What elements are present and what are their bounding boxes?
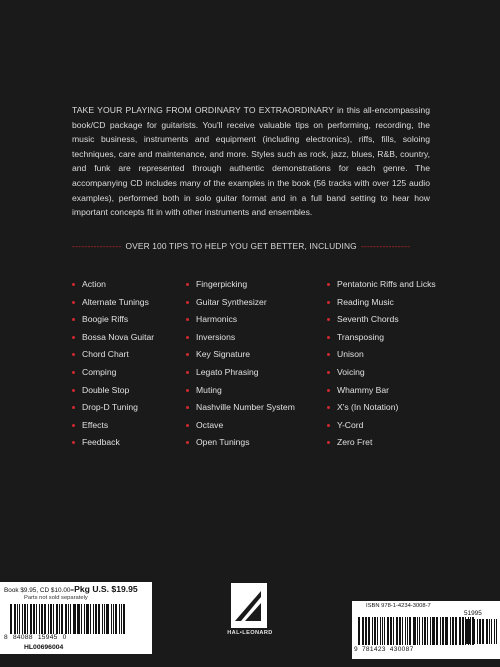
tip-item xyxy=(186,329,295,347)
barcode-bar xyxy=(377,617,378,645)
bullet-icon xyxy=(72,283,75,286)
barcode-bar xyxy=(409,617,411,645)
barcode-bar xyxy=(390,617,392,645)
barcode-bar xyxy=(61,604,63,634)
bullet-icon xyxy=(72,389,75,392)
intro-lead: TAKE YOUR PLAYING FROM ORDINARY TO EXTRAORDINARY xyxy=(72,105,334,115)
tip-label: Nashville Number System xyxy=(196,402,295,413)
price-prefix: Book $9.95, CD $10.00= xyxy=(4,587,75,594)
logo-swoosh-icon xyxy=(231,583,267,628)
barcode-bar xyxy=(419,617,420,645)
tip-label: Alternate Tunings xyxy=(82,296,149,307)
bullet-icon xyxy=(186,301,189,304)
bullet-icon xyxy=(186,283,189,286)
barcode-bar xyxy=(365,617,367,645)
tip-label: Action xyxy=(82,279,106,289)
barcode-bar xyxy=(442,617,444,645)
barcode-bar xyxy=(77,604,80,634)
isbn-barcode xyxy=(358,617,476,645)
tip-label: Feedback xyxy=(82,437,120,448)
tip-item xyxy=(72,276,154,294)
isbn-digit-group: 430087 xyxy=(389,646,414,653)
upc-digit-group: 84088 xyxy=(12,634,33,641)
divider-dashes-left: ---------------- xyxy=(72,241,122,251)
tip-label: Pentatonic Riffs and Licks xyxy=(337,279,436,289)
tip-label: Seventh Chords xyxy=(337,314,399,325)
tip-item xyxy=(72,399,154,417)
bullet-icon xyxy=(186,389,189,392)
tip-item xyxy=(186,294,295,312)
barcode-bar xyxy=(436,617,438,645)
tip-item xyxy=(327,399,436,417)
barcode-bar xyxy=(486,619,488,644)
bullet-icon xyxy=(327,406,330,409)
barcode-bar xyxy=(424,617,426,645)
tip-item xyxy=(72,346,154,364)
isbn-text: ISBN 978-1-4234-3008-7 xyxy=(366,603,431,609)
barcode-bar xyxy=(368,617,370,645)
barcode-bar xyxy=(121,604,122,634)
tip-item xyxy=(327,329,436,347)
bullet-icon xyxy=(327,301,330,304)
tip-item xyxy=(186,399,295,417)
bullet-icon xyxy=(72,371,75,374)
barcode-bar xyxy=(48,604,49,634)
tip-label: Double Stop xyxy=(82,384,130,395)
bullet-icon xyxy=(327,283,330,286)
barcode-bar xyxy=(119,604,120,634)
upc-digit-group: 8 xyxy=(4,634,8,641)
tip-item xyxy=(72,434,154,452)
bullet-icon xyxy=(186,353,189,356)
barcode-bar xyxy=(362,617,364,645)
bullet-icon xyxy=(327,353,330,356)
barcode-bar xyxy=(462,619,463,644)
barcode-bar xyxy=(39,604,40,634)
tip-label: Voicing xyxy=(337,366,365,377)
barcode-bar xyxy=(106,604,109,634)
barcode-bar xyxy=(24,604,26,634)
barcode-bar xyxy=(10,604,12,634)
barcode-bar xyxy=(384,617,385,645)
tip-label: Fingerpicking xyxy=(196,279,248,289)
tip-label: Transposing xyxy=(337,331,384,342)
isbn-price-code: 51995 xyxy=(464,610,482,617)
tip-item xyxy=(327,434,436,452)
barcode-bar xyxy=(491,619,492,644)
barcode-bar xyxy=(472,619,475,644)
barcode-bar xyxy=(482,619,484,644)
barcode-bar xyxy=(459,617,461,645)
barcode-bar xyxy=(432,617,435,645)
barcode-bar xyxy=(380,617,381,645)
tip-label: Drop-D Tuning xyxy=(82,402,138,413)
tip-label: Bossa Nova Guitar xyxy=(82,331,155,342)
divider-heading: OVER 100 TIPS TO HELP YOU GET BETTER, INCLUDING xyxy=(125,241,357,251)
price-note: Parts not sold separately xyxy=(24,595,88,601)
tip-item xyxy=(72,294,154,312)
barcode-bar xyxy=(445,617,448,645)
tip-label: Muting xyxy=(196,384,222,395)
price-main: Pkg U.S. $19.95 xyxy=(74,584,138,594)
tip-item xyxy=(327,294,436,312)
barcode-bar xyxy=(81,604,82,634)
barcode-bar xyxy=(479,619,481,644)
barcode-bar xyxy=(450,617,451,645)
tips-column-1 xyxy=(72,276,154,452)
bullet-icon xyxy=(72,318,75,321)
tips-column-3 xyxy=(327,276,436,452)
tip-label: Zero Fret xyxy=(337,437,373,448)
bullet-icon xyxy=(186,424,189,427)
publisher-logo xyxy=(222,583,278,643)
barcode-bar xyxy=(41,604,43,634)
upc-digits xyxy=(4,634,72,641)
barcode-bar xyxy=(44,604,46,634)
isbn-digit-group: 781423 xyxy=(361,646,386,653)
tip-label: Whammy Bar xyxy=(337,384,390,395)
logo-mark xyxy=(231,583,267,628)
barcode-bar xyxy=(407,617,408,645)
barcode-bar xyxy=(73,604,76,634)
isbn-digit-group: 9 xyxy=(354,646,358,653)
tip-item xyxy=(327,382,436,400)
barcode-bar xyxy=(413,617,416,645)
bullet-icon xyxy=(72,441,75,444)
tip-label: Unison xyxy=(337,349,364,360)
isbn-box xyxy=(352,601,500,659)
tip-label: Reading Music xyxy=(337,296,394,307)
barcode-bar xyxy=(86,604,89,634)
barcode-bar xyxy=(489,619,490,644)
tips-column-2 xyxy=(186,276,295,452)
barcode-bar xyxy=(93,604,94,634)
tip-label: Y-Cord xyxy=(337,419,364,430)
upc-digit-group: 0 xyxy=(62,634,67,641)
upc-digit-group: 15945 xyxy=(37,634,58,641)
tip-item xyxy=(186,276,295,294)
tip-item xyxy=(72,364,154,382)
tip-item xyxy=(327,311,436,329)
intro-body: in this all-encompassing book/CD package for guitarists. You'll receive valuable tips on performing, recording, the music business, instruments and equipment (including electronics), riffs, fills, soloing techniques, care and maintenance, and more. Styles such as rock, jazz, blues, R&B, country, and funk are represented through authentic demonstrations for each genre. The accompanying CD includes many of the examples in the book (56 tracks with over 125 audio examples), performed both in solo guitar format and in a full band setting to hear how important concepts fit in with other instruments and ensembles. xyxy=(72,105,430,218)
bullet-icon xyxy=(186,406,189,409)
tip-label: Harmonics xyxy=(196,314,238,325)
barcode-bar xyxy=(14,604,16,634)
barcode-bar xyxy=(477,619,478,644)
barcode-bar xyxy=(102,604,103,634)
tip-label: Legato Phrasing xyxy=(196,366,259,377)
tip-label: Guitar Synthesizer xyxy=(196,296,267,307)
barcode-bar xyxy=(422,617,423,645)
tip-item xyxy=(186,434,295,452)
upc-barcode xyxy=(10,604,127,634)
bullet-icon xyxy=(327,424,330,427)
tip-item xyxy=(72,382,154,400)
barcode-bar xyxy=(405,617,406,645)
barcode-bar xyxy=(30,604,32,634)
tip-item xyxy=(186,417,295,435)
barcode-bar xyxy=(417,617,418,645)
bullet-icon xyxy=(186,318,189,321)
barcode-bar xyxy=(440,617,441,645)
barcode-bar xyxy=(36,604,37,634)
barcode-bar xyxy=(98,604,100,634)
isbn-addon-barcode xyxy=(462,619,498,644)
barcode-bar xyxy=(465,619,468,644)
tip-item xyxy=(327,417,436,435)
tip-label: Chord Chart xyxy=(82,349,129,360)
price-line xyxy=(4,584,138,594)
bullet-icon xyxy=(327,336,330,339)
barcode-bar xyxy=(22,604,23,634)
barcode-bar xyxy=(399,617,401,645)
tip-label: Boogie Riffs xyxy=(82,314,129,325)
barcode-bar xyxy=(59,604,60,634)
tip-item xyxy=(327,276,436,294)
isbn-digits xyxy=(354,646,418,653)
barcode-bar xyxy=(402,617,403,645)
barcode-bar xyxy=(84,604,85,634)
barcode-bar xyxy=(430,617,431,645)
barcode-bar xyxy=(393,617,394,645)
bullet-icon xyxy=(186,371,189,374)
barcode-bar xyxy=(396,617,398,645)
barcode-bar xyxy=(70,604,71,634)
bullet-icon xyxy=(72,353,75,356)
barcode-bar xyxy=(123,604,125,634)
tip-item xyxy=(186,364,295,382)
tip-label: Comping xyxy=(82,366,117,377)
barcode-bar xyxy=(113,604,114,634)
barcode-bar xyxy=(33,604,35,634)
barcode-bar xyxy=(90,604,91,634)
tip-item xyxy=(72,329,154,347)
bullet-icon xyxy=(327,371,330,374)
tip-item xyxy=(72,311,154,329)
bullet-icon xyxy=(72,424,75,427)
tip-label: X's (In Notation) xyxy=(337,402,399,413)
barcode-bar xyxy=(358,617,360,645)
bullet-icon xyxy=(327,318,330,321)
barcode-bar xyxy=(382,617,383,645)
barcode-bar xyxy=(68,604,69,634)
product-code: HL00696004 xyxy=(24,644,64,651)
barcode-bar xyxy=(374,617,376,645)
bullet-icon xyxy=(186,441,189,444)
tip-label: Key Signature xyxy=(196,349,250,360)
barcode-bar xyxy=(27,604,28,634)
barcode-bar xyxy=(452,617,454,645)
tip-label: Inversions xyxy=(196,331,236,342)
barcode-bar xyxy=(50,604,52,634)
barcode-bar xyxy=(53,604,54,634)
bullet-icon xyxy=(327,441,330,444)
tip-item xyxy=(327,364,436,382)
barcode-bar xyxy=(56,604,58,634)
bullet-icon xyxy=(72,406,75,409)
barcode-bar xyxy=(455,617,457,645)
barcode-bar xyxy=(387,617,389,645)
barcode-bar xyxy=(496,619,497,644)
logo-text: HAL•LEONARD xyxy=(227,630,273,636)
barcode-bar xyxy=(104,604,105,634)
barcode-bar xyxy=(372,617,373,645)
tip-label: Octave xyxy=(196,419,224,430)
intro-paragraph xyxy=(72,103,430,220)
barcode-bar xyxy=(111,604,112,634)
bullet-icon xyxy=(327,389,330,392)
barcode-bar xyxy=(469,619,471,644)
tip-item xyxy=(327,346,436,364)
tip-item xyxy=(186,346,295,364)
divider-dashes-right: ---------------- xyxy=(360,241,411,251)
barcode-bar xyxy=(19,604,20,634)
barcode-bar xyxy=(494,619,495,644)
price-barcode-box xyxy=(0,582,152,654)
tip-label: Open Tunings xyxy=(196,437,250,448)
tip-item xyxy=(186,311,295,329)
bullet-icon xyxy=(72,301,75,304)
barcode-bar xyxy=(17,604,18,634)
tips-divider xyxy=(72,241,430,251)
barcode-bar xyxy=(95,604,97,634)
tip-item xyxy=(186,382,295,400)
barcode-bar xyxy=(65,604,67,634)
tip-item xyxy=(72,417,154,435)
bullet-icon xyxy=(72,336,75,339)
bullet-icon xyxy=(186,336,189,339)
barcode-bar xyxy=(115,604,117,634)
tip-label: Effects xyxy=(82,419,109,430)
barcode-bar xyxy=(427,617,428,645)
